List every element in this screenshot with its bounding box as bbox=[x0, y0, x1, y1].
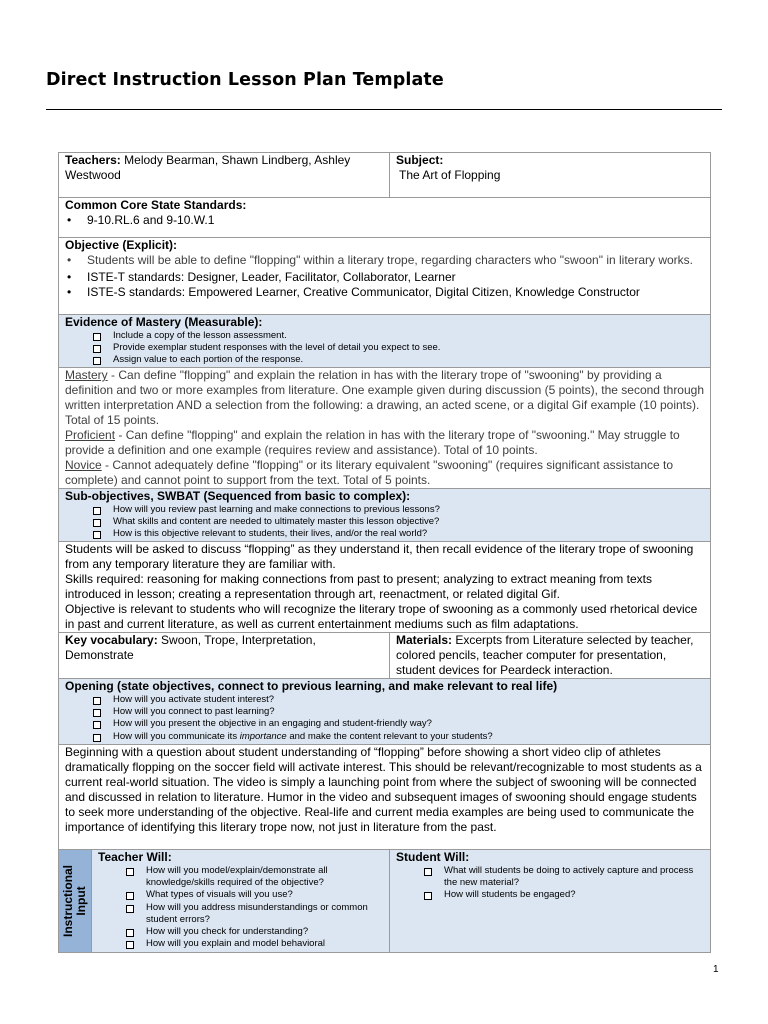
subobjective-text: Students will be asked to discuss “flopping” as they understand it, then recall evidence of the literary trope of swooning from any temporary literature they are familiar with. bbox=[65, 542, 694, 571]
instructional-input-row bbox=[59, 850, 711, 953]
checkbox-prompt: How will you address misunderstandings or common student errors? bbox=[124, 902, 383, 926]
subobjectives-prompts bbox=[65, 504, 704, 541]
opening-prompts bbox=[65, 694, 704, 743]
lesson-plan-table bbox=[58, 152, 711, 953]
mastery-text: - Can define "flopping" and explain the relation in has with the literary trope of "swooning" by providing a definition and two or more examples from literature. One example given during discussion (5 points), the second through written interpretation AND a selection from the following: a drawing, an acted scene, or a digital Gif example (10 points). Total of 15 points. bbox=[65, 368, 705, 427]
checkbox-prompt: How will you connect to past learning? bbox=[91, 706, 704, 718]
proficient-label: Proficient bbox=[65, 428, 116, 442]
subject-label: Subject: bbox=[396, 153, 444, 167]
vocabulary-materials-row bbox=[59, 633, 711, 679]
teachers-cell bbox=[59, 153, 390, 198]
opening-label: Opening (state objectives, connect to previous learning, and make relevant to real life) bbox=[65, 679, 558, 693]
subobjectives-body-row bbox=[59, 542, 711, 633]
checkbox-prompt: How will you present the objective in an engaging and student-friendly way? bbox=[91, 718, 704, 730]
teachers-label: Teachers: bbox=[65, 153, 121, 167]
checkbox-prompt: How will you activate student interest? bbox=[91, 694, 704, 706]
vocabulary-value: Swoon, Trope, Interpretation, Demonstrate bbox=[65, 633, 316, 662]
objective-item: • Students will be able to define "flopping" within a literary trope, regarding characters who "swoon" in literary works. bbox=[65, 253, 704, 270]
checkbox-prompt: How will you check for understanding? bbox=[124, 926, 383, 938]
checkbox-prompt: How will you review past learning and make connections to previous lessons? bbox=[91, 504, 704, 516]
novice-label: Novice bbox=[65, 458, 102, 472]
vocabulary-label: Key vocabulary: bbox=[65, 633, 158, 647]
standards-row bbox=[59, 198, 711, 238]
evidence-label: Evidence of Mastery (Measurable): bbox=[65, 315, 263, 329]
checkbox-prompt: How will you model/explain/demonstrate all knowledge/skills required of the objective? bbox=[124, 865, 383, 889]
teacher-will-cell bbox=[92, 850, 390, 953]
subobjective-text: Skills required: reasoning for making connections from past to present; analyzing to extract meaning from texts introduced in lesson; creating a representation through art, reenactment, or related digital Gif. bbox=[65, 572, 652, 601]
standards-list bbox=[65, 213, 704, 228]
student-will-label: Student Will: bbox=[396, 850, 470, 864]
teacher-will-label: Teacher Will: bbox=[98, 850, 172, 864]
objective-row bbox=[59, 238, 711, 315]
checkbox-prompt: What will students be doing to actively capture and process the new material? bbox=[422, 865, 704, 889]
evidence-header-row bbox=[59, 315, 711, 368]
subobjective-text: Objective is relevant to students who will recognize the literary trope of swooning as a commonly used rhetorical device in past and current literature, as well as current entertainment mediums such as film adaptations. bbox=[65, 602, 698, 631]
evidence-prompts bbox=[65, 330, 704, 367]
materials-value: Excerpts from Literature selected by teacher, colored pencils, teacher computer for presentation, student devices for Peardeck interaction. bbox=[396, 633, 694, 677]
checkbox-prompt: Assign value to each portion of the response. bbox=[91, 354, 704, 366]
opening-text: Beginning with a question about student understanding of “flopping” before showing a short video clip of athletes dramatically flopping on the soccer field will activate interest. This should be relevant/recognizable to most students as a current real-world situation. The video is simply a launching point from where the subject of swooning will be connected and discussed in relation to literature. Humor in the video and subsequent images of swooning should engage students to seek more understanding of the objective. Real-life and current media examples are being used to communicate the importance of identifying this literary trope now, not just in literature from the past. bbox=[59, 745, 711, 850]
page-number: 1 bbox=[713, 964, 719, 975]
checkbox-prompt: How will students be engaged? bbox=[422, 889, 704, 901]
teacher-will-prompts bbox=[98, 865, 383, 950]
standards-label: Common Core State Standards: bbox=[65, 198, 247, 212]
materials-label: Materials: bbox=[396, 633, 453, 647]
checkbox-prompt: What types of visuals will you use? bbox=[124, 889, 383, 901]
standards-item: • 9-10.RL.6 and 9-10.W.1 bbox=[65, 213, 704, 228]
title-divider bbox=[46, 109, 722, 110]
proficient-text: - Can define "flopping" and explain the relation in has with the literary trope of "swooning." May struggle to provide a definition and one example (requires review and assistance). Total of 10 points. bbox=[65, 428, 680, 457]
subobjectives-label: Sub-objectives, SWBAT (Sequenced from basic to complex): bbox=[65, 489, 411, 503]
checkbox-prompt: Include a copy of the lesson assessment. bbox=[91, 330, 704, 342]
opening-header-row bbox=[59, 679, 711, 745]
instructional-input-label-cell bbox=[59, 850, 92, 953]
mastery-level bbox=[65, 368, 704, 428]
novice-level bbox=[65, 458, 704, 488]
checkbox-prompt: What skills and content are needed to ultimately master this lesson objective? bbox=[91, 516, 704, 528]
proficient-level bbox=[65, 428, 704, 458]
checkbox-prompt: How will you communicate its importance and make the content relevant to your students? bbox=[91, 731, 704, 743]
student-will-prompts bbox=[396, 865, 704, 902]
checkbox-prompt: How will you explain and model behavioral bbox=[124, 938, 383, 950]
objective-list bbox=[65, 253, 704, 300]
student-will-cell bbox=[390, 850, 711, 953]
opening-body-row bbox=[59, 745, 711, 850]
subobjectives-header-row bbox=[59, 489, 711, 542]
objective-item: • ISTE-S standards: Empowered Learner, Creative Communicator, Digital Citizen, Knowledge Constructor bbox=[65, 285, 704, 300]
subject-value: The Art of Flopping bbox=[399, 168, 501, 182]
novice-text: - Cannot adequately define "flopping" or its literary equivalent "swooning" (requires significant assistance to complete) and cannot point to support from the text. Total of 5 points. bbox=[65, 458, 674, 487]
instructional-input-label: Instructional Input bbox=[61, 864, 88, 938]
mastery-label: Mastery bbox=[65, 368, 108, 382]
objective-item: • ISTE-T standards: Designer, Leader, Facilitator, Collaborator, Learner bbox=[65, 270, 704, 285]
evidence-body-row bbox=[59, 368, 711, 489]
objective-label: Objective (Explicit): bbox=[65, 238, 178, 252]
vocabulary-cell bbox=[59, 633, 390, 679]
checkbox-prompt: Provide exemplar student responses with the level of detail you expect to see. bbox=[91, 342, 704, 354]
checkbox-prompt: How is this objective relevant to students, their lives, and/or the real world? bbox=[91, 528, 704, 540]
document-title: Direct Instruction Lesson Plan Template bbox=[46, 70, 444, 90]
teachers-value: Melody Bearman, Shawn Lindberg, Ashley Westwood bbox=[65, 153, 351, 182]
subject-cell bbox=[390, 153, 711, 198]
materials-cell bbox=[390, 633, 711, 679]
teachers-subject-row bbox=[59, 153, 711, 198]
importance-emphasis: importance bbox=[239, 730, 287, 742]
